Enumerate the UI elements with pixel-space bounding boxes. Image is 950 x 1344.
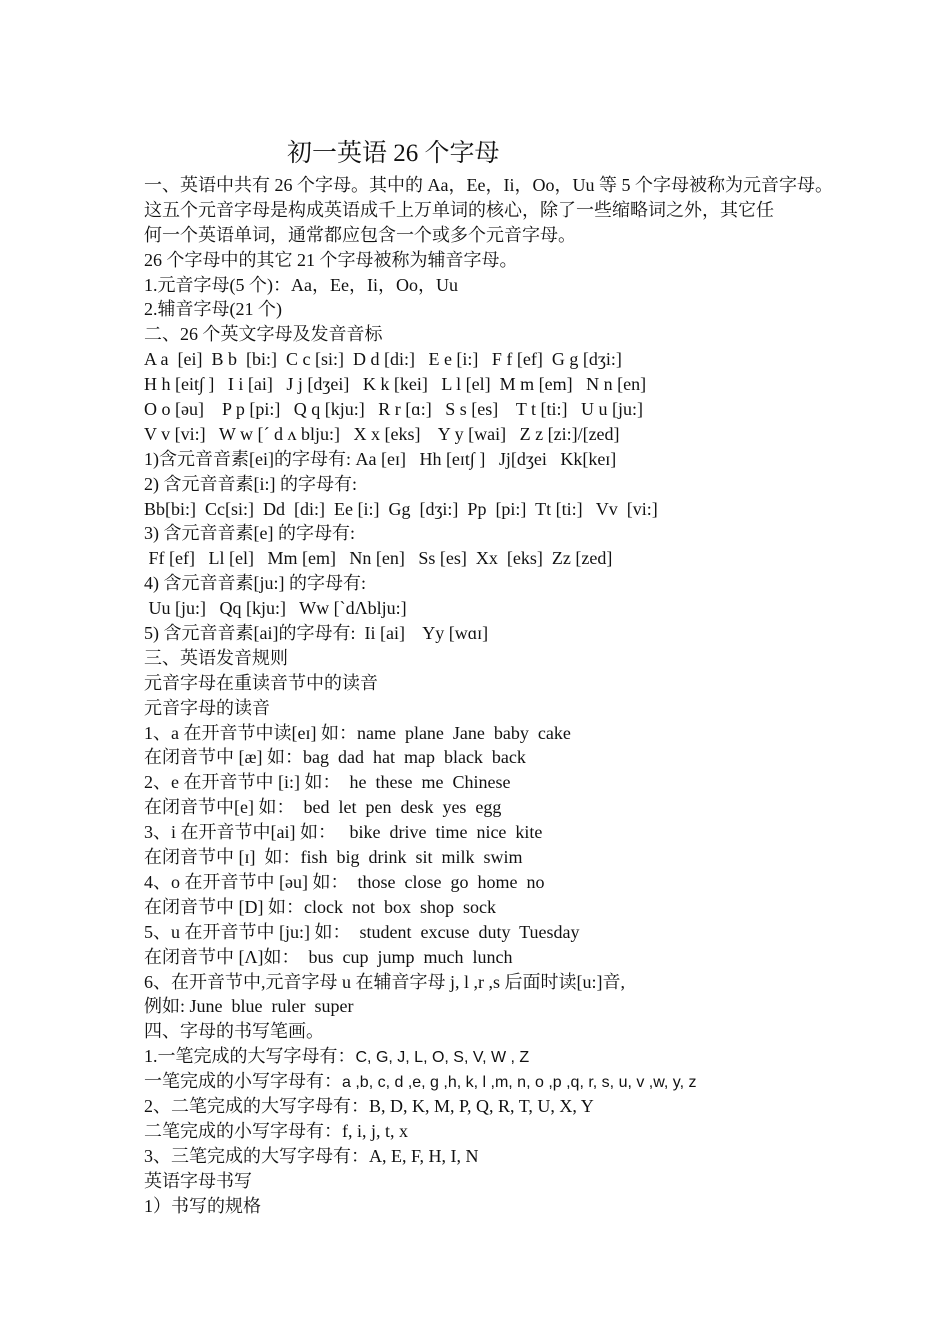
section-heading: 三、英语发音规则 xyxy=(144,647,288,668)
text-line: 在闭音节中 [D] 如：clock not box shop sock xyxy=(144,896,496,917)
section-heading: 二、26 个英文字母及发音音标 xyxy=(144,324,383,345)
text-line: 4) 含元音音素[ju:] 的字母有: xyxy=(144,573,366,594)
stroke-letters: a ,b, c, d ,e, g ,h, k, l ,m, n, o ,p ,q, r, s, u, v ,w, y, z xyxy=(342,1074,697,1092)
text-line: Uu [ju:] Qq [kju:] Ww [`dΛblju:] xyxy=(144,598,407,619)
text-line: 6、在开音节中,元音字母 u 在辅音字母 j, l ,r ,s 后面时读[u:]音, xyxy=(144,971,625,992)
text-line: 元音字母的读音 xyxy=(144,697,270,718)
text-line: 5) 含元音音素[ai]的字母有: Ii [ai] Yy [wɑɪ] xyxy=(144,623,489,644)
phonetic-line: H h [eit∫ ] I i [ai] J j [dʒei] K k [kei] L l [el] M m [em] N n [en] xyxy=(144,374,647,395)
text-line: 4、o 在开音节中 [əu] 如： those close go home no xyxy=(144,871,545,892)
text-line: 3、i 在开音节中[ai] 如： bike drive time nice kite xyxy=(144,822,543,843)
phonetic-line: V v [vi:] W w [ˊ d ʌ blju:] X x [eks] Y y [wai] Z z [zi:]/[zed] xyxy=(144,423,620,444)
text-line: 例如: June blue ruler super xyxy=(144,996,354,1017)
text-line: 26 个字母中的其它 21 个字母被称为辅音字母。 xyxy=(144,249,518,270)
stroke-label: 1.一笔完成的大写字母有： xyxy=(144,1046,356,1067)
text-line: 2.辅音字母(21 个) xyxy=(144,299,282,320)
text-line: 二笔完成的小写字母有：f, i, j, t, x xyxy=(144,1120,408,1141)
text-line: 2) 含元音音素[i:] 的字母有: xyxy=(144,473,357,494)
document-title: 初一英语 26 个字母 xyxy=(287,140,500,167)
stroke-label: 一笔完成的小写字母有： xyxy=(144,1071,342,1092)
text-line: 2、e 在开音节中 [i:] 如： he these me Chinese xyxy=(144,772,511,793)
text-line: 何一个英语单词，通常都应包含一个或多个元音字母。 xyxy=(144,224,576,245)
phonetic-line: A a [ei] B b [bi:] C c [si:] D d [di:] E e [i:] F f [ef] G g [dʒi:] xyxy=(144,349,622,370)
text-line: 1）书写的规格 xyxy=(144,1195,261,1216)
text-line: 英语字母书写 xyxy=(144,1170,252,1191)
text-line: 这五个元音字母是构成英语成千上万单词的核心，除了一些缩略词之外，其它任 xyxy=(144,199,774,220)
text-line: 在闭音节中[e] 如： bed let pen desk yes egg xyxy=(144,797,502,818)
phonetic-line: O o [əu] P p [pi:] Q q [kju:] R r [ɑ:] S s [es] T t [ti:] U u [ju:] xyxy=(144,399,644,420)
text-line: 1.元音字母(5 个)：Aa，Ee，Ii，Oo，Uu xyxy=(144,274,458,295)
text-line: 在闭音节中 [ɪ] 如：fish big drink sit milk swim xyxy=(144,847,523,868)
text-line: Bb[bi:] Cc[si:] Dd [di:] Ee [i:] Gg [dʒi:] Pp [pi:] Tt [ti:] Vv [vi:] xyxy=(144,498,658,519)
text-line: 在闭音节中 [Λ]如： bus cup jump much lunch xyxy=(144,946,513,967)
text-line: 1、a 在开音节中读[eɪ] 如：name plane Jane baby cake xyxy=(144,722,571,743)
text-line: 3) 含元音音素[e] 的字母有: xyxy=(144,523,355,544)
text-line: 元音字母在重读音节中的读音 xyxy=(144,672,378,693)
text-line: Ff [ef] Ll [el] Mm [em] Nn [en] Ss [es] Xx [eks] Zz [zed] xyxy=(144,548,613,569)
text-line: 5、u 在开音节中 [ju:] 如： student excuse duty Tuesday xyxy=(144,921,580,942)
text-line: 一、英语中共有 26 个字母。其中的 Aa，Ee，Ii，Oo，Uu 等 5 个字母被称为元音字母。 xyxy=(144,175,833,195)
text-line: 1)含元音音素[ei]的字母有: Aa [eɪ] Hh [eɪt∫ ] Jj[dʒei Kk[keɪ] xyxy=(144,448,617,469)
section-heading: 四、字母的书写笔画。 xyxy=(144,1021,324,1042)
stroke-letters: C, G, J, L, O, S, V, W , Z xyxy=(355,1049,530,1067)
text-line: 2、二笔完成的大写字母有：B, D, K, M, P, Q, R, T, U, X, Y xyxy=(144,1095,594,1116)
stroke-line xyxy=(144,1044,924,1069)
text-line: 3、三笔完成的大写字母有：A, E, F, H, I, N xyxy=(144,1145,479,1166)
stroke-line xyxy=(144,1069,924,1094)
document-body xyxy=(144,173,924,1218)
text-line: 在闭音节中 [æ] 如：bag dad hat map black back xyxy=(144,747,526,768)
